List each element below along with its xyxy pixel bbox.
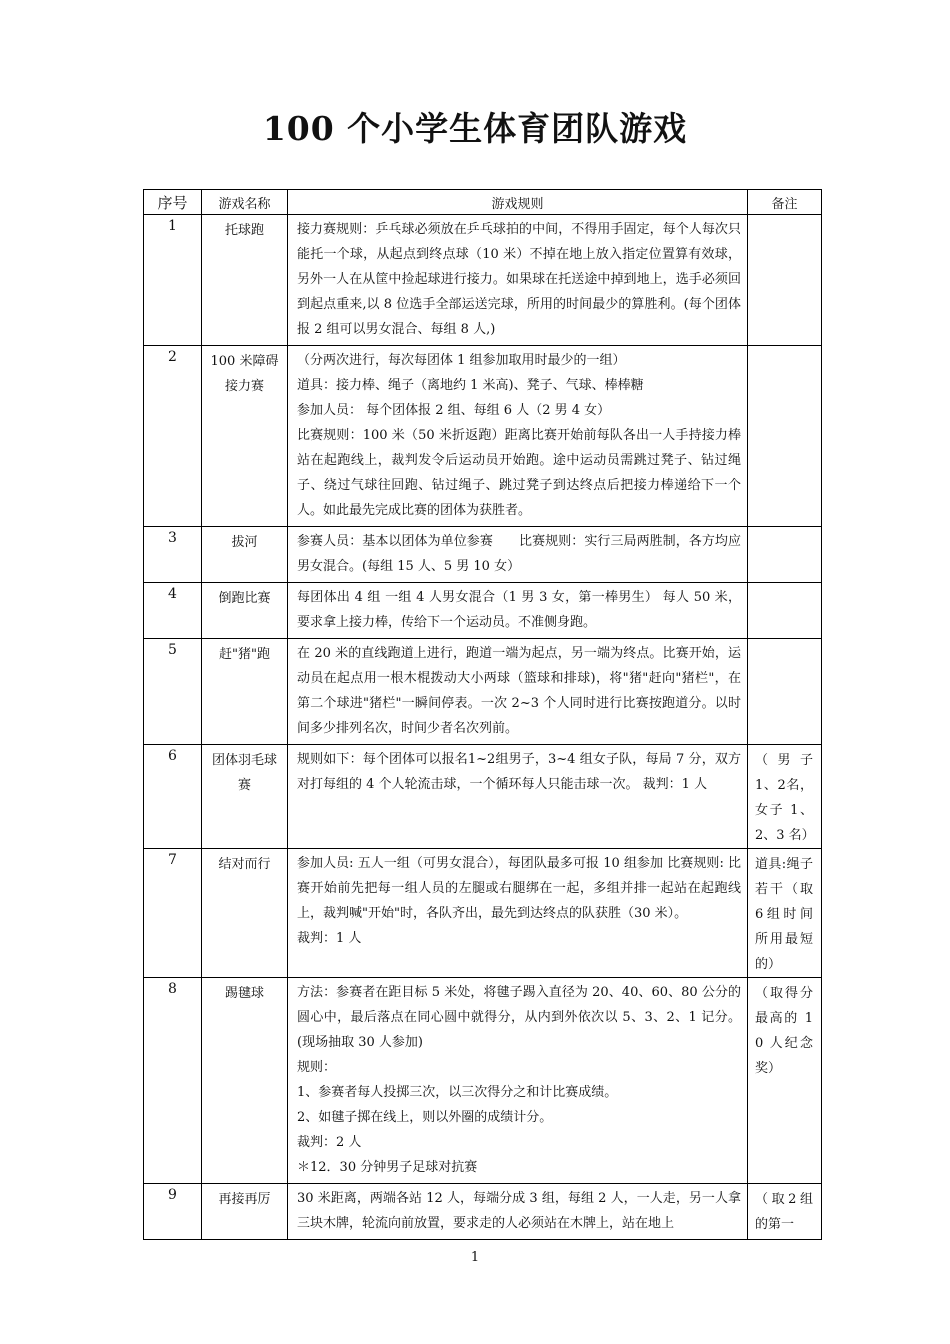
table-row xyxy=(144,639,822,745)
rule-line: 裁判：1 人 xyxy=(297,931,362,946)
game-number: 9 xyxy=(144,1184,202,1240)
game-name: 拔河 xyxy=(202,527,288,583)
header-no: 序号 xyxy=(144,190,202,215)
game-rule xyxy=(288,215,748,346)
game-note xyxy=(748,583,822,639)
game-number: 2 xyxy=(144,346,202,527)
game-rule xyxy=(288,1184,748,1240)
table-row xyxy=(144,215,822,346)
game-name: 100 米障碍接力赛 xyxy=(202,346,288,527)
game-name: 结对而行 xyxy=(202,849,288,978)
rule-line: 在 20 米的直线跑道上进行，跑道一端为起点，另一端为终点。比赛开始，运动员在起点用一根木棍拨动大小两球（篮球和排球)，将"猪"赶向"猪栏"，在第二个球进"猪栏"一瞬间停表。一次 2~3 个人同时进行比赛按跑道分。以时间多少排列名次，时间少者名次列前。 xyxy=(297,646,741,736)
rule-line: 参加人员: 五人一组（可男女混合），每团队最多可报 10 组参加 比赛规则: 比赛开始前先把每一组人员的左腿或右腿绑在一起，多组并排一起站在起跑线上，裁判喊"开始"时，各队齐出，最先到达终点的队获胜（30 米）。 xyxy=(297,856,741,921)
game-rule xyxy=(288,583,748,639)
game-name: 倒跑比赛 xyxy=(202,583,288,639)
page-number: 1 xyxy=(470,1250,480,1265)
game-rule xyxy=(288,745,748,849)
rule-line: 参赛人员：基本以团体为单位参赛 比赛规则：实行三局两胜制，各方均应男女混合。(每组 15 人、5 男 10 女） xyxy=(297,534,741,574)
games-table xyxy=(143,189,822,1240)
game-number: 6 xyxy=(144,745,202,849)
table-row xyxy=(144,745,822,849)
game-name: 再接再厉 xyxy=(202,1184,288,1240)
table-row xyxy=(144,346,822,527)
game-name: 赶"猪"跑 xyxy=(202,639,288,745)
rule-line: 参加人员： 每个团体报 2 组、每组 6 人（2 男 4 女） xyxy=(297,403,611,418)
game-note: 道具:绳子若干（取6组时间所用最短的） xyxy=(748,849,822,978)
table-row xyxy=(144,978,822,1184)
rule-line: 1、参赛者每人投掷三次，以三次得分之和计比赛成绩。 xyxy=(297,1085,618,1100)
game-number: 1 xyxy=(144,215,202,346)
table-row xyxy=(144,1184,822,1240)
game-note xyxy=(748,639,822,745)
document-title: 100 个小学生体育团队游戏 xyxy=(262,109,688,148)
rule-line: 比赛规则：100 米（50 米折返跑）距离比赛开始前每队各出一人手持接力棒站在起跑线上，裁判发令后运动员开始跑。途中运动员需跳过凳子、钻过绳子、绕过气球往回跑、钻过绳子、跳过凳子到达终点后把接力棒递给下一个人。如此最先完成比赛的团体为获胜者。 xyxy=(297,428,741,518)
rule-line: 规则如下：每个团体可以报名1~2组男子，3~4 组女子队，每局 7 分，双方对打每组的 4 个人轮流击球，一个循环每人只能击球一次。 裁判：1 人 xyxy=(297,752,741,792)
game-note xyxy=(748,215,822,346)
rule-line: 道具：接力棒、绳子（离地约 1 米高)、凳子、气球、棒棒糖 xyxy=(297,378,644,393)
game-name: 踢毽球 xyxy=(202,978,288,1184)
game-number: 4 xyxy=(144,583,202,639)
table-row xyxy=(144,527,822,583)
game-number: 8 xyxy=(144,978,202,1184)
rule-line: 裁判：2 人 xyxy=(297,1135,362,1150)
game-rule xyxy=(288,527,748,583)
game-rule xyxy=(288,346,748,527)
game-name: 托球跑 xyxy=(202,215,288,346)
game-note: （男子 1、2名，女子 1、2、3 名） xyxy=(748,745,822,849)
rule-line: ＊12．30 分钟男子足球对抗赛 xyxy=(297,1160,478,1175)
game-note xyxy=(748,346,822,527)
rule-line: （分两次进行，每次每团体 1 组参加取用时最少的一组） xyxy=(297,353,626,368)
header-name: 游戏名称 xyxy=(202,190,288,215)
game-rule xyxy=(288,639,748,745)
header-rule: 游戏规则 xyxy=(288,190,748,215)
game-note xyxy=(748,527,822,583)
rule-line: 接力赛规则：乒乓球必须放在乒乓球拍的中间，不得用手固定，每个人每次只能托一个球，从起点到终点球（10 米）不掉在地上放入指定位置算有效球，另外一人在从筐中捡起球进行接力。如果球在托送途中掉到地上，选手必须回到起点重来,以 8 位选手全部运送完球，所用的时间最少的算胜利。(每个团体报 2 组可以男女混合、每组 8 人,) xyxy=(297,222,741,337)
game-note: （取2组的第一 xyxy=(748,1184,822,1240)
rule-line: 2、如毽子掷在线上，则以外圈的成绩计分。 xyxy=(297,1110,553,1125)
rule-line: 30 米距离，两端各站 12 人，每端分成 3 组，每组 2 人，一人走，另一人拿三块木牌，轮流向前放置，要求走的人必须站在木牌上，站在地上 xyxy=(297,1191,741,1231)
table-row xyxy=(144,583,822,639)
game-rule xyxy=(288,978,748,1184)
game-number: 3 xyxy=(144,527,202,583)
table-row xyxy=(144,849,822,978)
game-note: （取得分最高的 10 人纪念奖） xyxy=(748,978,822,1184)
rule-line: 每团体出 4 组 一组 4 人男女混合（1 男 3 女，第一棒男生） 每人 50 米，要求拿上接力棒，传给下一个运动员。不准侧身跑。 xyxy=(297,590,741,630)
game-number: 5 xyxy=(144,639,202,745)
rule-line: 方法：参赛者在距目标 5 米处，将毽子踢入直径为 20、40、60、80 公分的圆心中，最后落点在同心圆中就得分，从内到外依次以 5、3、2、1 记分。(现场抽取 30 人参加) xyxy=(297,985,741,1050)
rule-line: 规则： xyxy=(297,1060,337,1075)
table-header-row xyxy=(144,190,822,215)
game-rule xyxy=(288,849,748,978)
header-note: 备注 xyxy=(748,190,822,215)
game-number: 7 xyxy=(144,849,202,978)
game-name: 团体羽毛球赛 xyxy=(202,745,288,849)
